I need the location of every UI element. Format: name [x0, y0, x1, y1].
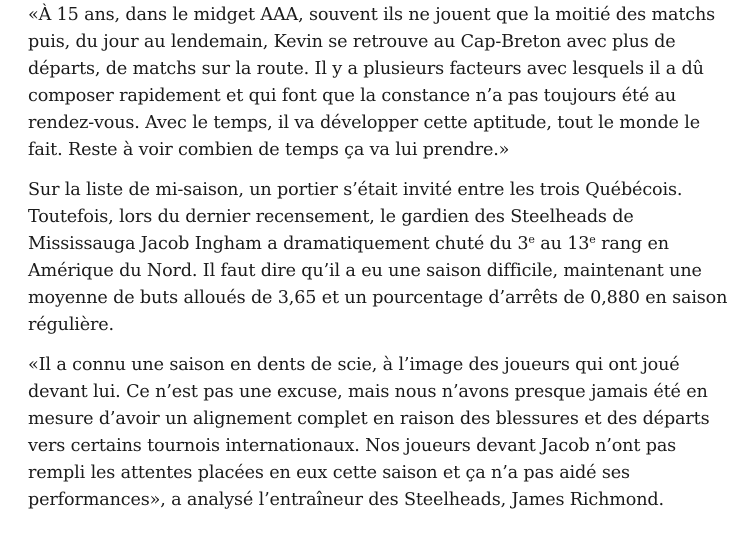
paragraph-text-part: Sur la liste de mi-saison, un portier s’était invité entre les trois Québécois. Toutefois, lors du dernier recensement, le gardien des Steelheads de Mississauga Jacob Ingham a dramatiquement chuté du 3 — [28, 180, 683, 254]
paragraph-goalie-ranking — [28, 177, 728, 339]
ordinal-superscript: e — [528, 233, 535, 246]
article-body — [28, 2, 728, 527]
paragraph-text-part: au 13 — [534, 234, 590, 254]
paragraph-quote-coach: «Il a connu une saison en dents de scie, à l’image des joueurs qui ont joué devant lui. Ce n’est pas une excuse, mais nous n’avons presque jamais été en mesure d’avoir un alignement complet en raison des blessures et des départs vers certains tournois internationaux. Nos joueurs devant Jacob n’ont pas rempli les attentes placées en eux cette saison et ça n’a pas aidé ses performances», a analysé l’entraîneur des Steelheads, James Richmond. — [28, 355, 710, 510]
paragraph-quote-kevin: «À 15 ans, dans le midget AAA, souvent ils ne jouent que la moitié des matchs puis, du jour au lendemain, Kevin se retrouve au Cap-Breton avec plus de départs, de matchs sur la route. Il y a plusieurs facteurs avec lesquels il a dû composer rapidement et qui font que la constance n’a pas toujours été au rendez-vous. Avec le temps, il va développer cette aptitude, tout le monde le fait. Reste à voir combien de temps ça va lui prendre.» — [28, 5, 716, 160]
ordinal-superscript: e — [589, 233, 596, 246]
paragraph-text-part: rang en Amérique du Nord. Il faut dire qu’il a eu une saison difficile, maintenant une moyenne de buts alloués de 3,65 et un pourcentage d’arrêts de 0,880 en saison régulière. — [28, 234, 728, 335]
